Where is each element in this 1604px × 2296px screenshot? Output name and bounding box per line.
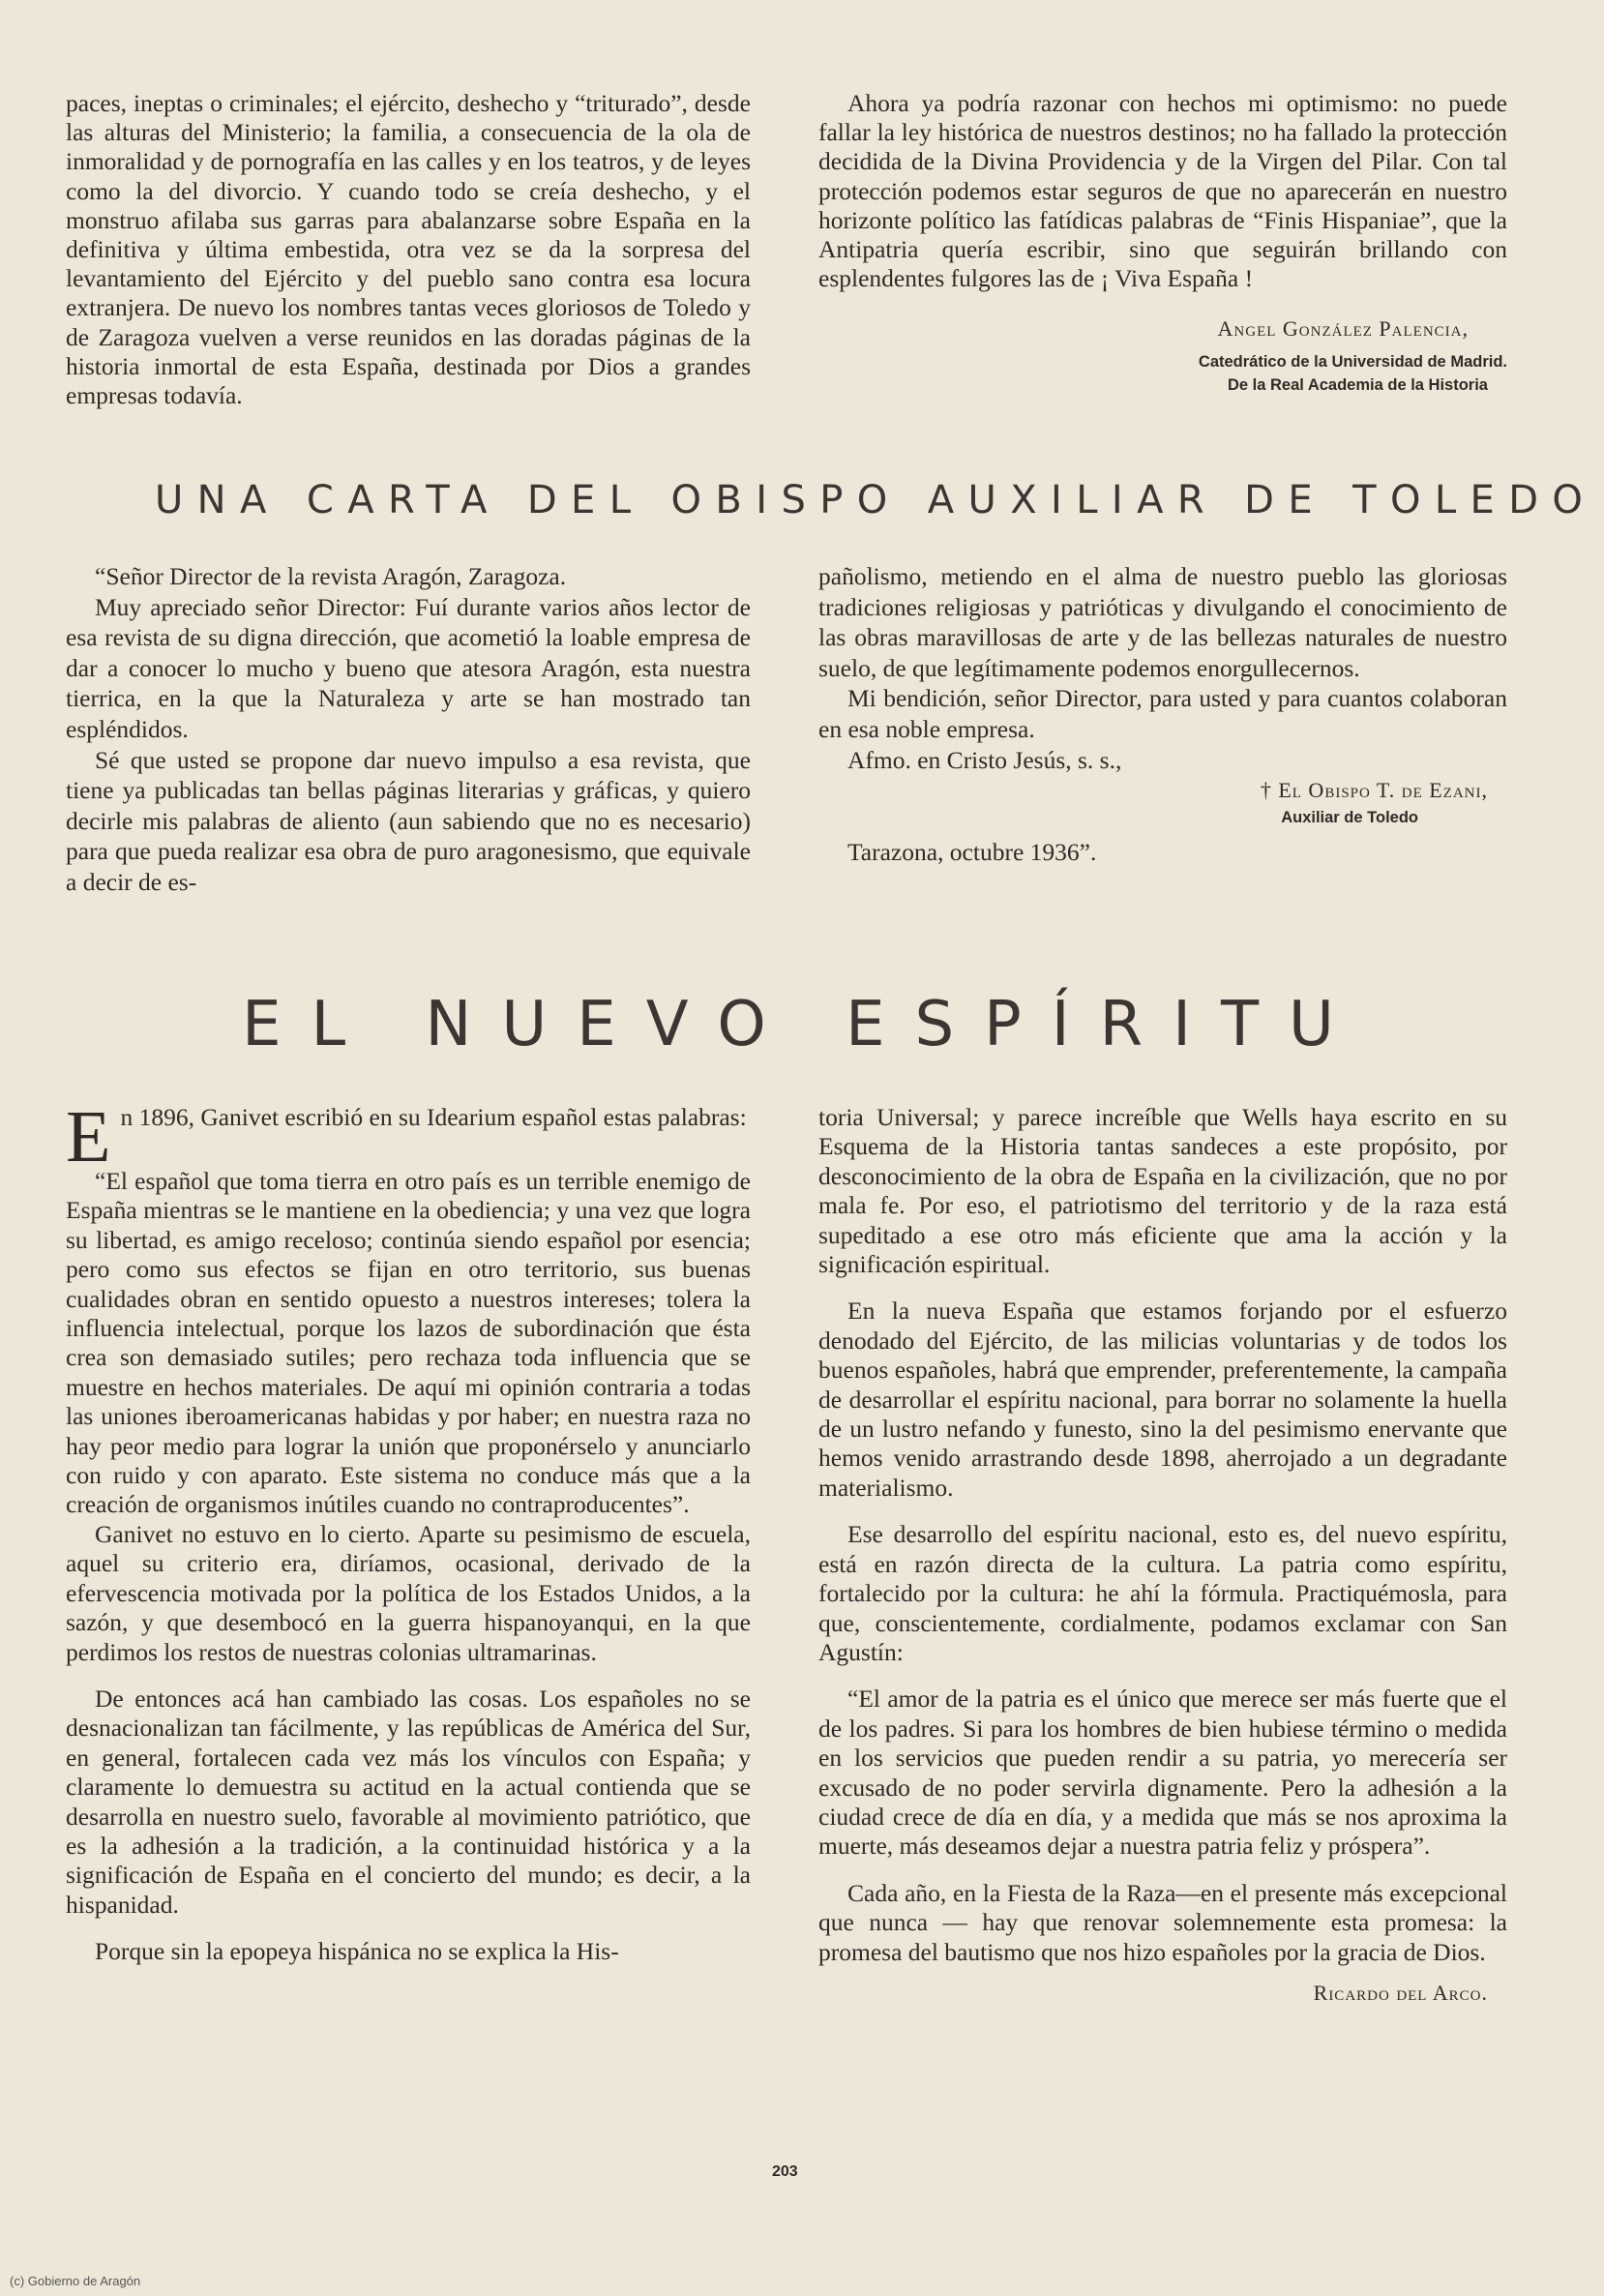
letter-signature: † El Obispo T. de Ezani,: [1260, 778, 1488, 803]
copyright-watermark: (c) Gobierno de Aragón: [10, 2274, 141, 2288]
letter-closing: Afmo. en Cristo Jesús, s. s.,: [847, 745, 1122, 774]
article-intro-text: n 1896, Ganivet escribió en su Idearium español estas palabras:: [120, 1103, 747, 1131]
letter-signature-role: Auxiliar de Toledo: [1281, 808, 1418, 826]
article-heading: EL NUEVO ESPÍRITU: [242, 989, 1364, 1060]
author-palencia: Angel González Palencia,: [1217, 316, 1469, 342]
letter-paragraph-4: Mi bendición, señor Director, para usted y para cuantos colaboran en esa noble empresa.: [818, 684, 1507, 743]
article-paragraph-3: Porque sin la epopeya hispánica no se explica la His-: [95, 1937, 619, 1966]
letter-left-column: [66, 561, 751, 898]
article-paragraph-5: En la nueva España que estamos forjando por el esfuerzo denodado del Ejército, de las milicias voluntarias y de todos los buenos españoles, habrá que emprender, preferentemente, la campaña de desarrollar el espíritu nacional, para borrar no solamente la huella de un lustro nefando y funesto, sino la del pesimismo enervante que hemos venido arrastrando desde 1898, aherrojado a un degradante materialismo.: [818, 1297, 1507, 1502]
letter-place-date: Tarazona, octubre 1936”.: [847, 837, 1097, 866]
affiliation-line-1: Catedrático de la Universidad de Madrid.: [1198, 352, 1507, 371]
article-paragraph-2: De entonces acá han cambiado las cosas. Los españoles no se desnacionalizan tan fácilmente, y las repúblicas de América del Sur, en general, fortalecen cada vez más los vínculos con España; y claramente lo demuestra su actitud en la actual contienda que se desarrolla en nuestro suelo, favorable al movimiento patriótico, que es la adhesión a la tradición, a la continuidad histórica y a la significación de España en el concierto del mundo; es decir, a la hispanidad.: [66, 1684, 751, 1919]
letter-salutation: “Señor Director de la revista Aragón, Zaragoza.: [95, 562, 567, 590]
ganivet-quote: “El español que toma tierra en otro país es un terrible enemigo de España mientras se le mantiene en la obediencia; y una vez que logra su libertad, es amigo receloso; continúa siendo español por esencia; pero como sus efectos se fijan en otro territorio, sus buenas cualidades obran en sentido opuesto a nuestros intereses; tolera la influencia intelectual, porque los lazos de subordinación que ésta crea son demasiado sutiles; pero rechaza toda influencia que se muestre en hechos materiales. De aquí mi opinión contraria a todas las uniones iberoamericanas habidas y por haber; en nuestra raza no hay peor medio para lograr la unión que proponérselo y anunciarlo con ruido y con aparato. Este sistema no conduce más que a la creación de organismos inútiles cuando no contraproducentes”.: [66, 1167, 751, 1519]
letter-right-column: [818, 561, 1507, 867]
article-left-column: [66, 1096, 751, 1967]
top-left-paragraph: paces, ineptas o criminales; el ejército, deshecho y “triturado”, desde las alturas del Ministerio; la familia, a consecuencia de la ola de inmoralidad y de pornografía en las calles y en los teatros, y de leyes como la del divorcio. Y cuando todo se creía deshecho, y el monstruo afilaba sus garras para abalanzarse sobre España en la definitiva y última embestida, otra vez se da la sorpresa del levantamiento del Ejército y del pueblo sano contra esa locura extranjera. De nuevo los nombres tantas veces gloriosos de Toledo y de Zaragoza vuelven a verse reunidos en las doradas páginas de la historia inmortal de esta España, destinada por Dios a grandes empresas todavía.: [66, 89, 751, 410]
page-number: 203: [772, 2163, 798, 2180]
top-right-column: [818, 89, 1507, 397]
article-paragraph-6: Ese desarrollo del espíritu nacional, esto es, del nuevo espíritu, está en razón directa de la cultura. La patria como espíritu, fortalecido por la cultura: he ahí la fórmula. Practiquémosla, para que, conscientemente, cordialmente, podamos exclamar con San Agustín:: [818, 1520, 1507, 1666]
article-paragraph-4: toria Universal; y parece increíble que Wells haya escrito en su Esquema de la Historia tantas sandeces a este propósito, por desconocimiento de la obra de España en la civilización, que no por mala fe. Por eso, el patriotismo del territorio y de la raza está supeditado a ese otro más eficiente que ama la acción y la significación espiritual.: [818, 1103, 1507, 1279]
article-right-column: [818, 1103, 1507, 2008]
drop-cap: E: [66, 1096, 111, 1178]
top-left-column: [66, 89, 751, 410]
article-intro: [66, 1096, 751, 1178]
letter-paragraph-3: pañolismo, metiendo en el alma de nuestro pueblo las gloriosas tradiciones religiosas y patrióticas y divulgando el conocimiento de las obras maravillosas de arte y de las bellezas naturales de nuestro suelo, de que legítimamente podemos enorgullecernos.: [818, 562, 1507, 682]
top-right-paragraph: Ahora ya podría razonar con hechos mi optimismo: no puede fallar la ley histórica de nuestros destinos; no ha fallado la protección decidida de la Divina Providencia y de la Virgen del Pilar. Con tal protección podemos estar seguros de que no aparecerán en nuestro horizonte político las fatídicas palabras de “Finis Hispaniae”, que la Antipatria quería escribir, sino que seguirán brillando con esplendentes fulgores las de ¡ Viva España !: [818, 89, 1507, 293]
letter-heading: UNA CARTA DEL OBISPO AUXILIAR DE TOLEDO: [155, 478, 1597, 522]
letter-paragraph-2: Sé que usted se propone dar nuevo impulso a esa revista, que tiene ya publicadas tan bellas páginas literarias y gráficas, y quiero decirle mis palabras de aliento (aun sabiendo que no es necesario) para que pueda realizar esa obra de puro aragonesismo, que equivale a decir de es-: [66, 745, 751, 896]
letter-paragraph-1: Muy apreciado señor Director: Fuí durante varios años lector de esa revista de su digna dirección, que acometió la loable empresa de dar a conocer lo mucho y bueno que atesora Aragón, esta nuestra tierrica, en la que la Naturaleza y arte se han mostrado tan espléndidos.: [66, 592, 751, 743]
article-paragraph-1: Ganivet no estuvo en lo cierto. Aparte su pesimismo de escuela, aquel su criterio era, diríamos, ocasional, derivado de la efervescencia motivada por la política de los Estados Unidos, a la sazón, y que desembocó en la guerra hispanoyanqui, en la que perdimos los restos de nuestras colonias ultramarinas.: [66, 1519, 751, 1666]
affiliation-line-2: De la Real Academia de la Historia: [1227, 375, 1488, 394]
article-paragraph-7: Cada año, en la Fiesta de la Raza—en el presente más excepcional que nunca — hay que renovar solemnemente esta promesa: la promesa del bautismo que nos hizo españoles por la gracia de Dios.: [818, 1878, 1507, 1966]
article-author: Ricardo del Arco.: [1313, 1980, 1488, 2005]
augustine-quote: “El amor de la patria es el único que merece ser más fuerte que el de los padres. Si para los hombres de bien hubiese término o medida en los servicios que pueden rendir a su patria, yo merecería ser excusado de no poder servirla dignamente. Pero la adhesión a la ciudad crece de día en día, y a medida que más se nos aproxima la muerte, más deseamos dejar a nuestra patria feliz y próspera”.: [818, 1685, 1507, 1861]
